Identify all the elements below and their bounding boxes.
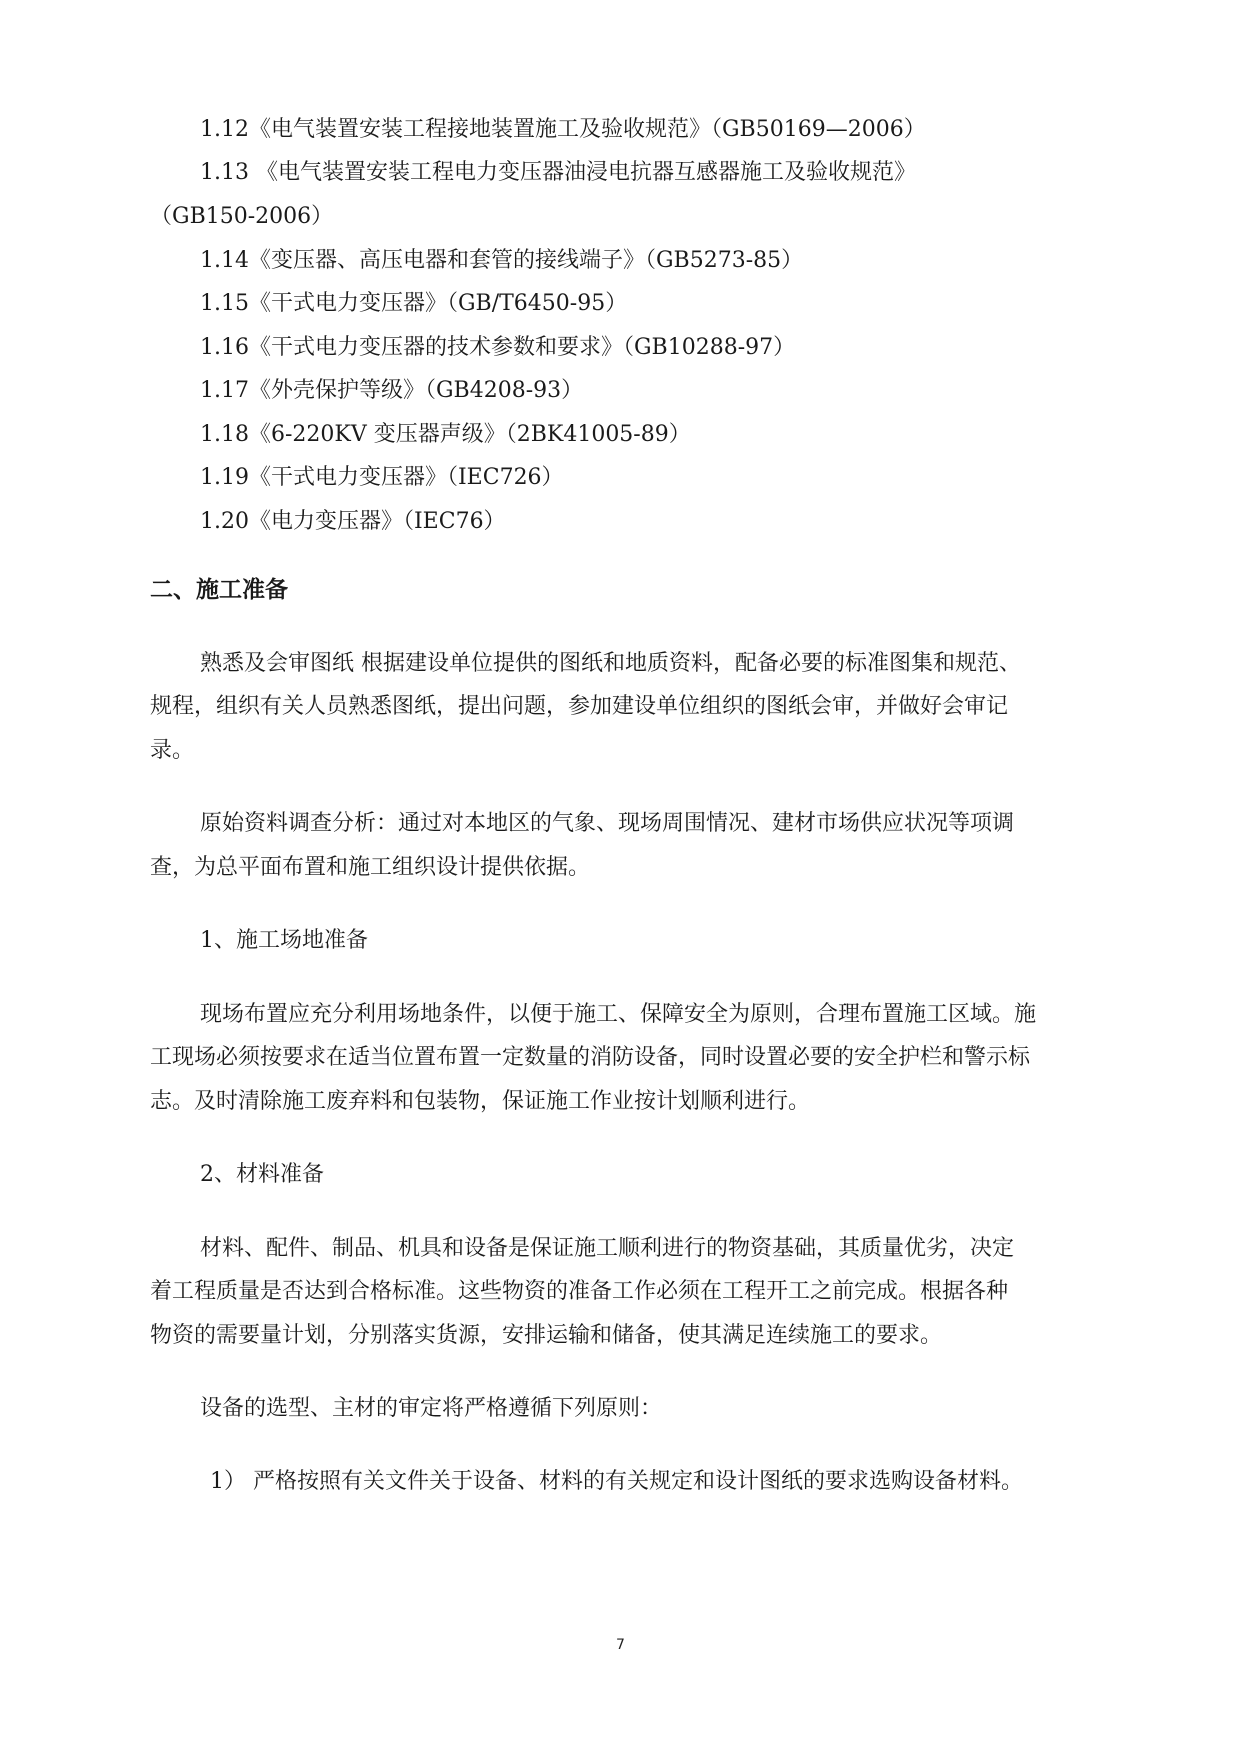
paragraph-materials-line-2: 着工程质量是否达到合格标准。这些物资的准备工作必须在工程开工之前完成。根据各种 [150, 1279, 1009, 1304]
reference-1-20: 1.20《电力变压器》（IEC76） [200, 509, 506, 534]
paragraph-drawings-line-2: 规程，组织有关人员熟悉图纸，提出问题，参加建设单位组织的图纸会审，并做好会审记 [150, 694, 1009, 719]
reference-1-18: 1.18《6-220KV 变压器声级》（2BK41005-89） [200, 422, 691, 447]
paragraph-survey-line-1: 原始资料调查分析：通过对本地区的气象、现场周围情况、建材市场供应状况等项调 [200, 811, 1015, 836]
paragraph-principles-intro: 设备的选型、主材的审定将严格遵循下列原则： [200, 1396, 663, 1421]
paragraph-materials-line-1: 材料、配件、制品、机具和设备是保证施工顺利进行的物资基础，其质量优劣，决定 [200, 1236, 1015, 1261]
reference-1-19: 1.19《干式电力变压器》（IEC726） [200, 465, 564, 490]
paragraph-site-line-3: 志。及时清除施工废弃料和包装物，保证施工作业按计划顺利进行。 [150, 1089, 811, 1114]
reference-1-14: 1.14《变压器、高压电器和套管的接线端子》（GB5273-85） [200, 248, 804, 273]
reference-1-13: 1.13 《电气装置安装工程电力变压器油浸电抗器互感器施工及验收规范》 [200, 160, 916, 185]
list-item-1: 1） 严格按照有关文件关于设备、材料的有关规定和设计图纸的要求选购设备材料。 [210, 1469, 1023, 1494]
section-heading: 二、施工准备 [150, 577, 288, 603]
reference-1-13-continued: （GB150-2006） [150, 204, 334, 229]
page-number: 7 [616, 1637, 625, 1653]
subheading-site-preparation: 1、施工场地准备 [200, 928, 368, 953]
reference-1-12: 1.12《电气装置安装工程接地装置施工及验收规范》（GB50169—2006） [200, 117, 926, 142]
reference-1-16: 1.16《干式电力变压器的技术参数和要求》（GB10288-97） [200, 335, 796, 360]
paragraph-site-line-1: 现场布置应充分利用场地条件，以便于施工、保障安全为原则，合理布置施工区域。施 [200, 1002, 1037, 1027]
subheading-material-preparation: 2、材料准备 [200, 1162, 324, 1187]
paragraph-site-line-2: 工现场必须按要求在适当位置布置一定数量的消防设备，同时设置必要的安全护栏和警示标 [150, 1045, 1031, 1070]
paragraph-drawings-line-3: 录。 [150, 738, 195, 763]
paragraph-materials-line-3: 物资的需要量计划，分别落实货源，安排运输和储备，使其满足连续施工的要求。 [150, 1323, 943, 1348]
paragraph-survey-line-2: 查，为总平面布置和施工组织设计提供依据。 [150, 855, 591, 880]
reference-1-17: 1.17《外壳保护等级》（GB4208-93） [200, 378, 584, 403]
reference-1-15: 1.15《干式电力变压器》（GB/T6450-95） [200, 291, 628, 316]
paragraph-drawings-line-1: 熟悉及会审图纸 根据建设单位提供的图纸和地质资料，配备必要的标准图集和规范、 [200, 651, 1021, 676]
